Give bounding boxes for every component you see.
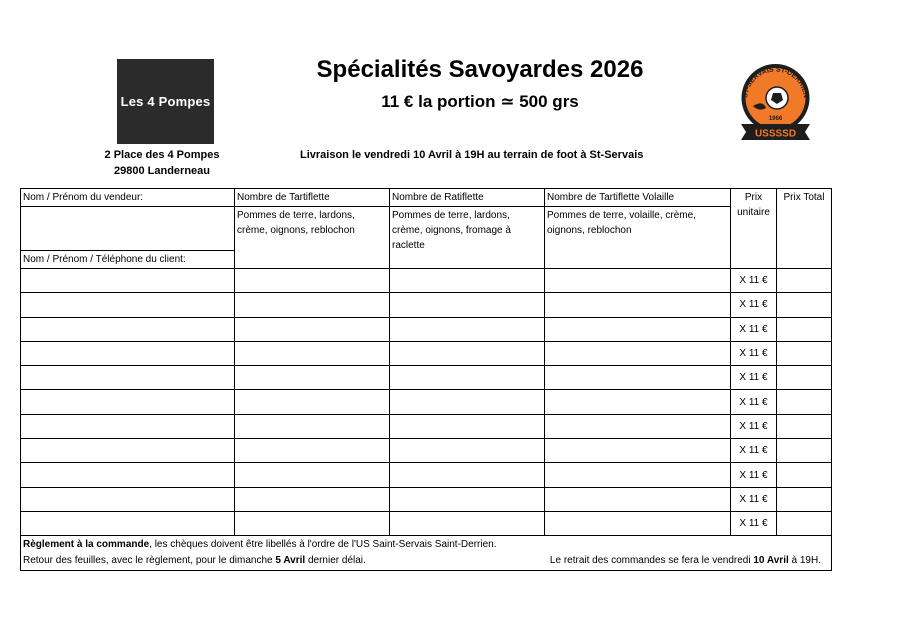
volaille-qty-cell[interactable] [545, 293, 731, 317]
total-price-cell[interactable] [777, 341, 832, 365]
volaille-qty-cell[interactable] [545, 511, 731, 535]
tartiflette-qty-cell[interactable] [235, 366, 390, 390]
order-row [21, 317, 832, 341]
order-row [21, 390, 832, 414]
return-note-line [23, 553, 829, 569]
tartiflette-qty-cell[interactable] [235, 293, 390, 317]
col-tartiflette-header: Nombre de Tartiflette [235, 189, 390, 207]
tartiflette-qty-cell[interactable] [235, 341, 390, 365]
total-price-cell[interactable] [777, 414, 832, 438]
ratiflette-qty-cell[interactable] [390, 293, 545, 317]
tartiflette-qty-cell[interactable] [235, 439, 390, 463]
client-cell[interactable] [21, 414, 235, 438]
pickup-info: Le retrait des commandes se fera le vendredi 10 Avril à 19H. [549, 555, 821, 567]
order-row [21, 487, 832, 511]
total-price-cell[interactable] [777, 439, 832, 463]
ratiflette-qty-cell[interactable] [390, 414, 545, 438]
tartiflette-qty-cell[interactable] [235, 463, 390, 487]
unit-price-cell: X 11 € [731, 317, 777, 341]
order-table [20, 188, 832, 571]
ratiflette-qty-cell[interactable] [390, 317, 545, 341]
client-cell[interactable] [21, 511, 235, 535]
order-row [21, 269, 832, 293]
ratiflette-qty-cell[interactable] [390, 341, 545, 365]
unit-price-cell: X 11 € [731, 511, 777, 535]
unit-price-header: Prix unitaire [731, 189, 777, 269]
volaille-qty-cell[interactable] [545, 317, 731, 341]
unit-price-cell: X 11 € [731, 414, 777, 438]
client-cell[interactable] [21, 341, 235, 365]
footer-notes [21, 536, 832, 571]
order-row [21, 414, 832, 438]
client-cell[interactable] [21, 317, 235, 341]
client-info-cell[interactable] [21, 251, 235, 269]
ratiflette-qty-cell[interactable] [390, 487, 545, 511]
tartiflette-qty-cell[interactable] [235, 269, 390, 293]
unit-price-cell: X 11 € [731, 390, 777, 414]
col-volaille-header: Nombre de Tartiflette Volaille [545, 189, 731, 207]
total-price-cell[interactable] [777, 463, 832, 487]
order-row [21, 439, 832, 463]
client-cell[interactable] [21, 366, 235, 390]
client-cell[interactable] [21, 487, 235, 511]
unit-price-cell: X 11 € [731, 269, 777, 293]
total-price-cell[interactable] [777, 511, 832, 535]
seller-name-cell[interactable] [21, 189, 235, 207]
price-subtitle: 11 € la portion ≃ 500 grs [381, 92, 579, 111]
logo-text: Les 4 Pompes [120, 94, 211, 109]
volaille-qty-cell[interactable] [545, 487, 731, 511]
payment-note: Règlement à la commande, les chèques doivent être libellés à l'ordre de l'US Saint-Servais Saint-Derrien. [23, 539, 497, 551]
unit-price-cell: X 11 € [731, 463, 777, 487]
col-ratiflette-desc: Pommes de terre, lardons, crème, oignons, fromage à raclette [390, 207, 545, 269]
client-cell[interactable] [21, 439, 235, 463]
order-row [21, 511, 832, 535]
delivery-info: Livraison le vendredi 10 Avril à 19H au terrain de foot à St-Servais [300, 149, 644, 161]
crest-top-text: ST-SERVAIS ST-DERRIEN [742, 66, 809, 99]
total-price-cell[interactable] [777, 366, 832, 390]
unit-price-cell: X 11 € [731, 366, 777, 390]
les-4-pompes-logo [117, 59, 214, 144]
unit-price-cell: X 11 € [731, 487, 777, 511]
client-cell[interactable] [21, 390, 235, 414]
volaille-qty-cell[interactable] [545, 414, 731, 438]
tartiflette-qty-cell[interactable] [235, 317, 390, 341]
tartiflette-qty-cell[interactable] [235, 511, 390, 535]
unit-price-cell: X 11 € [731, 439, 777, 463]
total-price-cell[interactable] [777, 269, 832, 293]
client-cell[interactable] [21, 293, 235, 317]
tartiflette-qty-cell[interactable] [235, 487, 390, 511]
unit-price-cell: X 11 € [731, 293, 777, 317]
ratiflette-qty-cell[interactable] [390, 366, 545, 390]
col-tartiflette-desc: Pommes de terre, lardons, crème, oignons, reblochon [235, 207, 390, 269]
volaille-qty-cell[interactable] [545, 341, 731, 365]
ratiflette-qty-cell[interactable] [390, 511, 545, 535]
seller-label: Nom / Prénom du vendeur: [23, 192, 144, 203]
volaille-qty-cell[interactable] [545, 366, 731, 390]
crest-year: 1966 [768, 116, 783, 122]
club-crest-logo [733, 60, 818, 142]
order-row [21, 341, 832, 365]
ratiflette-qty-cell[interactable] [390, 463, 545, 487]
total-price-cell[interactable] [777, 317, 832, 341]
total-price-header: Prix Total [777, 189, 832, 269]
client-cell[interactable] [21, 463, 235, 487]
order-row [21, 463, 832, 487]
volaille-qty-cell[interactable] [545, 269, 731, 293]
ratiflette-qty-cell[interactable] [390, 269, 545, 293]
client-label: Nom / Prénom / Téléphone du client: [23, 254, 186, 265]
ratiflette-qty-cell[interactable] [390, 439, 545, 463]
tartiflette-qty-cell[interactable] [235, 390, 390, 414]
unit-price-cell: X 11 € [731, 341, 777, 365]
total-price-cell[interactable] [777, 487, 832, 511]
order-row [21, 366, 832, 390]
crest-banner-text: USSSSD [754, 128, 797, 140]
ratiflette-qty-cell[interactable] [390, 390, 545, 414]
order-row [21, 293, 832, 317]
volaille-qty-cell[interactable] [545, 463, 731, 487]
client-cell[interactable] [21, 269, 235, 293]
col-ratiflette-header: Nombre de Ratiflette [390, 189, 545, 207]
volaille-qty-cell[interactable] [545, 439, 731, 463]
total-price-cell[interactable] [777, 390, 832, 414]
address-line-2: 29800 Landerneau [114, 165, 210, 177]
tartiflette-qty-cell[interactable] [235, 414, 390, 438]
seller-input-area[interactable] [21, 207, 235, 251]
page-title: Spécialités Savoyardes 2026 [316, 56, 644, 83]
volaille-qty-cell[interactable] [545, 390, 731, 414]
total-price-cell[interactable] [777, 293, 832, 317]
address-line-1: 2 Place des 4 Pompes [104, 149, 220, 161]
col-volaille-desc: Pommes de terre, volaille, crème, oignons, reblochon [545, 207, 731, 269]
return-deadline: Retour des feuilles, avec le règlement, pour le dimanche 5 Avril dernier délai. [23, 555, 366, 567]
